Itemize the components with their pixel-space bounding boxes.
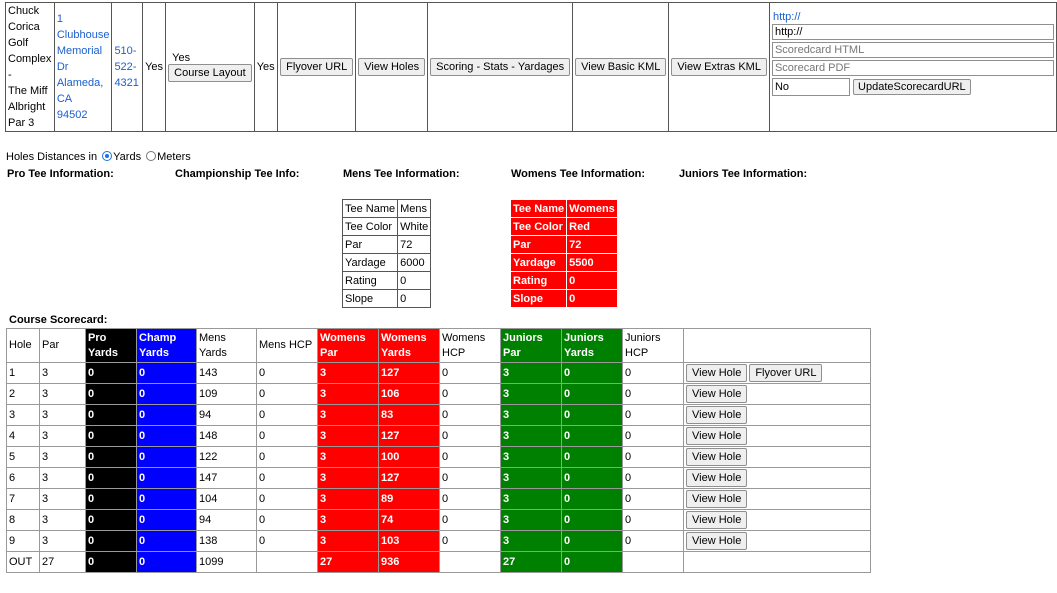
tee-key: Par [511,236,567,254]
column-header: Mens HCP [257,329,318,363]
cell-wpar: 3 [318,384,379,405]
cell-whcp: 0 [440,447,501,468]
tee-row [511,272,618,290]
tee-key: Slope [511,290,567,308]
scoring-stats-button[interactable]: Scoring - Stats - Yardages [430,58,570,76]
cell-par: 27 [40,552,86,573]
cell-mhcp [257,552,318,573]
hole-actions [684,405,871,426]
cell-jhcp: 0 [623,363,684,384]
cell-mhcp: 0 [257,510,318,531]
scorecard-html-input[interactable] [772,42,1054,58]
cell-jyds: 0 [562,552,623,573]
tee-row [343,236,431,254]
course-layout-cell [166,3,255,132]
tee-row [343,272,431,290]
cell-jyds: 0 [562,405,623,426]
address-line[interactable]: CA [56,93,73,105]
cell-champ: 0 [137,510,197,531]
tee-key: Par [343,236,398,254]
hole-actions [684,384,871,405]
view-hole-button[interactable]: View Hole [686,364,747,382]
cell-mens: 94 [197,405,257,426]
cell-mens: 109 [197,384,257,405]
flyover-cell [278,3,356,132]
cell-jhcp: 0 [623,384,684,405]
cell-wyds: 100 [379,447,440,468]
address-line[interactable]: Dr [56,61,69,73]
table-row [7,531,871,552]
tee-row [343,254,431,272]
phone-cell[interactable] [112,3,143,132]
view-extras-kml-button[interactable]: View Extras KML [671,58,767,76]
cell-mhcp: 0 [257,447,318,468]
phone-link[interactable]: 510-522- [114,45,137,73]
cell-champ: 0 [137,363,197,384]
table-row [7,510,871,531]
view-holes-cell [356,3,428,132]
cell-par: 3 [40,384,86,405]
tee-key: Yardage [511,254,567,272]
cell-mens: 138 [197,531,257,552]
cell-mhcp: 0 [257,531,318,552]
tee-value: White [398,218,431,236]
cell-pro: 0 [86,447,137,468]
view-holes-button[interactable]: View Holes [358,58,425,76]
cell-pro: 0 [86,426,137,447]
hole-actions [684,426,871,447]
scorecard-label: Course Scorecard: [9,314,108,326]
table-row [7,405,871,426]
cell-pro: 0 [86,405,137,426]
tee-value: 72 [567,236,618,254]
cell-jpar: 3 [501,426,562,447]
cell-champ: 0 [137,405,197,426]
cell-jpar: 3 [501,447,562,468]
tee-row [343,218,431,236]
cell-jhcp: 0 [623,405,684,426]
cell-jhcp: 0 [623,489,684,510]
cell-whcp: 0 [440,384,501,405]
cell-wpar: 3 [318,489,379,510]
cell-hole: 5 [7,447,40,468]
cell-jpar: 3 [501,489,562,510]
cell-wpar: 3 [318,531,379,552]
column-header: Juniors HCP [623,329,684,363]
scorecard-pdf-input[interactable] [772,60,1054,76]
scorecard-header-row [7,329,871,363]
course-name-cell [6,3,55,132]
tee-value: Mens [398,200,431,218]
cell-par: 3 [40,447,86,468]
cell-jhcp: 0 [623,426,684,447]
column-header: Womens Par [318,329,379,363]
tee-row [511,290,618,308]
cell-jyds: 0 [562,384,623,405]
tee-key: Tee Color [511,218,567,236]
cell-wyds: 127 [379,468,440,489]
cell-mhcp: 0 [257,384,318,405]
cell-wpar: 3 [318,426,379,447]
cell-wpar: 3 [318,468,379,489]
column-header: Mens Yards [197,329,257,363]
view-hole-button[interactable]: View Hole [686,532,747,550]
hole-flyover-url-button[interactable]: Flyover URL [749,364,822,382]
cell-wyds: 89 [379,489,440,510]
cell-mhcp: 0 [257,426,318,447]
view-hole-button[interactable]: View Hole [686,511,747,529]
cell-mens: 1099 [197,552,257,573]
address-line[interactable]: Memorial [56,45,103,57]
yards-label: Yards [113,151,142,163]
course-info-table [5,2,1057,132]
cell-wyds: 83 [379,405,440,426]
view-hole-button[interactable]: View Hole [686,490,747,508]
cell-pro: 0 [86,468,137,489]
tee-key: Yardage [343,254,398,272]
cell-whcp: 0 [440,426,501,447]
cell-hole: 8 [7,510,40,531]
address-line[interactable]: 94502 [56,109,88,121]
course-name-line: Complex - [8,53,52,81]
scoring-cell [428,3,573,132]
cell-champ: 0 [137,384,197,405]
url-link[interactable]: http:// [772,11,801,23]
cell-jyds: 0 [562,468,623,489]
meters-radio[interactable] [146,151,156,161]
tee-key: Tee Name [511,200,567,218]
tee-key: Rating [511,272,567,290]
tee-value: 6000 [398,254,431,272]
juniors-tee-header: Juniors Tee Information: [679,168,808,180]
tee-row [343,200,431,218]
table-row [7,363,871,384]
column-header: Juniors Par [501,329,562,363]
cell-jpar: 3 [501,363,562,384]
cell-mens: 147 [197,468,257,489]
cell-jpar: 3 [501,384,562,405]
phone-link[interactable]: 4321 [114,77,139,89]
cell-mens: 94 [197,510,257,531]
pro-tee-header: Pro Tee Information: [7,168,114,180]
cell-jyds: 0 [562,363,623,384]
cell-champ: 0 [137,489,197,510]
tee-key: Tee Color [343,218,398,236]
column-header: Womens HCP [440,329,501,363]
cell-mens: 122 [197,447,257,468]
tee-value: Womens [567,200,618,218]
cell-whcp [440,552,501,573]
course-name-line: The Miff [8,85,48,97]
tee-value: 0 [567,290,618,308]
course-name-line: Albright [8,101,46,113]
cell-hole: 4 [7,426,40,447]
cell-mhcp: 0 [257,363,318,384]
tee-row [511,200,618,218]
tee-value: 0 [567,272,618,290]
column-header: Champ Yards [137,329,197,363]
cell-par: 3 [40,405,86,426]
column-header: Pro Yards [86,329,137,363]
table-row [7,447,871,468]
yards-radio[interactable] [102,151,112,161]
cell-hole: 9 [7,531,40,552]
tee-row [343,290,431,308]
mens-tee-header: Mens Tee Information: [343,168,460,180]
cell-whcp: 0 [440,405,501,426]
tee-row [511,236,618,254]
cell-jpar: 27 [501,552,562,573]
cell-mens: 143 [197,363,257,384]
table-row [7,384,871,405]
cell-jyds: 0 [562,489,623,510]
address-cell[interactable] [54,3,112,132]
tee-value: Red [567,218,618,236]
table-row [7,426,871,447]
tee-value: 72 [398,236,431,254]
view-basic-kml-button[interactable]: View Basic KML [575,58,666,76]
view-hole-button[interactable]: View Hole [686,385,747,403]
address-line[interactable]: 1 [56,13,63,25]
cell-champ: 0 [137,426,197,447]
cell-champ: 0 [137,552,197,573]
scorecard-table [6,328,871,573]
cell-pro: 0 [86,552,137,573]
cell-jhcp: 0 [623,468,684,489]
course-name-line: Golf [8,37,29,49]
view-hole-button[interactable]: View Hole [686,406,747,424]
cell-jhcp: 0 [623,531,684,552]
course-layout-button[interactable]: Course Layout [168,64,252,82]
cell-pro: 0 [86,363,137,384]
cell-wyds: 103 [379,531,440,552]
mens-tee-table [342,199,431,308]
course-name-line: Par 3 [8,117,35,129]
cell-whcp: 0 [440,531,501,552]
cell-hole: 2 [7,384,40,405]
cell-pro: 0 [86,531,137,552]
tee-key: Slope [343,290,398,308]
table-row [7,489,871,510]
column-header: Womens Yards [379,329,440,363]
cell-jpar: 3 [501,405,562,426]
tee-value: 0 [398,290,431,308]
cell-jhcp: 0 [623,447,684,468]
tee-key: Rating [343,272,398,290]
flag2-text: Yes [172,52,191,64]
cell-jpar: 3 [501,468,562,489]
cell-pro: 0 [86,384,137,405]
championship-tee-header: Championship Tee Info: [175,168,300,180]
table-row [7,468,871,489]
cell-jpar: 3 [501,510,562,531]
hole-actions [684,363,871,384]
cell-hole: 1 [7,363,40,384]
cell-wpar: 3 [318,447,379,468]
hole-actions [684,510,871,531]
scorecard-url-cell [769,3,1056,132]
cell-jyds: 0 [562,531,623,552]
tee-row [511,218,618,236]
womens-tee-header: Womens Tee Information: [511,168,646,180]
cell-hole: 3 [7,405,40,426]
meters-label: Meters [157,151,191,163]
cell-wyds: 127 [379,426,440,447]
hole-actions [684,531,871,552]
hole-actions [684,468,871,489]
cell-wyds: 936 [379,552,440,573]
tee-value: 0 [398,272,431,290]
cell-par: 3 [40,489,86,510]
view-hole-button[interactable]: View Hole [686,448,747,466]
view-hole-button[interactable]: View Hole [686,469,747,487]
flag1-cell: Yes [143,3,166,132]
cell-jhcp: 0 [623,510,684,531]
cell-mhcp: 0 [257,468,318,489]
course-name-line: Corica [8,21,40,33]
url-input[interactable] [772,24,1054,40]
extras-kml-cell [669,3,770,132]
column-header: Hole [7,329,40,363]
cell-hole: 6 [7,468,40,489]
cell-par: 3 [40,426,86,447]
distance-label: Holes Distances in [6,151,98,163]
cell-whcp: 0 [440,489,501,510]
cell-jyds: 0 [562,447,623,468]
cell-pro: 0 [86,489,137,510]
cell-champ: 0 [137,468,197,489]
column-header: Juniors Yards [562,329,623,363]
cell-jhcp [623,552,684,573]
hole-actions [684,447,871,468]
cell-champ: 0 [137,531,197,552]
cell-mens: 104 [197,489,257,510]
womens-tee-table [510,199,618,308]
address-line[interactable]: Alameda, [56,77,104,89]
cell-hole: 7 [7,489,40,510]
cell-pro: 0 [86,510,137,531]
tee-key: Tee Name [343,200,398,218]
cell-wpar: 3 [318,363,379,384]
cell-jyds: 0 [562,510,623,531]
cell-wpar: 3 [318,510,379,531]
cell-mhcp: 0 [257,489,318,510]
update-scorecard-url-button[interactable]: UpdateScorecardURL [853,79,971,95]
cell-jpar: 3 [501,531,562,552]
cell-champ: 0 [137,447,197,468]
column-header: Par [40,329,86,363]
course-name-line: Chuck [8,5,40,17]
cell-wpar: 3 [318,405,379,426]
cell-wpar: 27 [318,552,379,573]
cell-par: 3 [40,468,86,489]
cell-par: 3 [40,363,86,384]
cell-par: 3 [40,531,86,552]
cell-whcp: 0 [440,468,501,489]
tee-row [511,254,618,272]
cell-whcp: 0 [440,363,501,384]
cell-mhcp: 0 [257,405,318,426]
hole-actions [684,552,871,573]
cell-jyds: 0 [562,426,623,447]
hole-actions [684,489,871,510]
no-input[interactable] [772,78,850,96]
flag3-cell: Yes [254,3,277,132]
cell-whcp: 0 [440,510,501,531]
column-header [684,329,871,363]
basic-kml-cell [573,3,669,132]
flyover-url-button[interactable]: Flyover URL [280,58,353,76]
scorecard-total-row [7,552,871,573]
tee-value: 5500 [567,254,618,272]
cell-par: 3 [40,510,86,531]
cell-wyds: 74 [379,510,440,531]
cell-wyds: 106 [379,384,440,405]
distance-unit-selector [6,151,191,163]
view-hole-button[interactable]: View Hole [686,427,747,445]
cell-hole: OUT [7,552,40,573]
address-line[interactable]: Clubhouse [56,29,110,41]
cell-mens: 148 [197,426,257,447]
cell-wyds: 127 [379,363,440,384]
